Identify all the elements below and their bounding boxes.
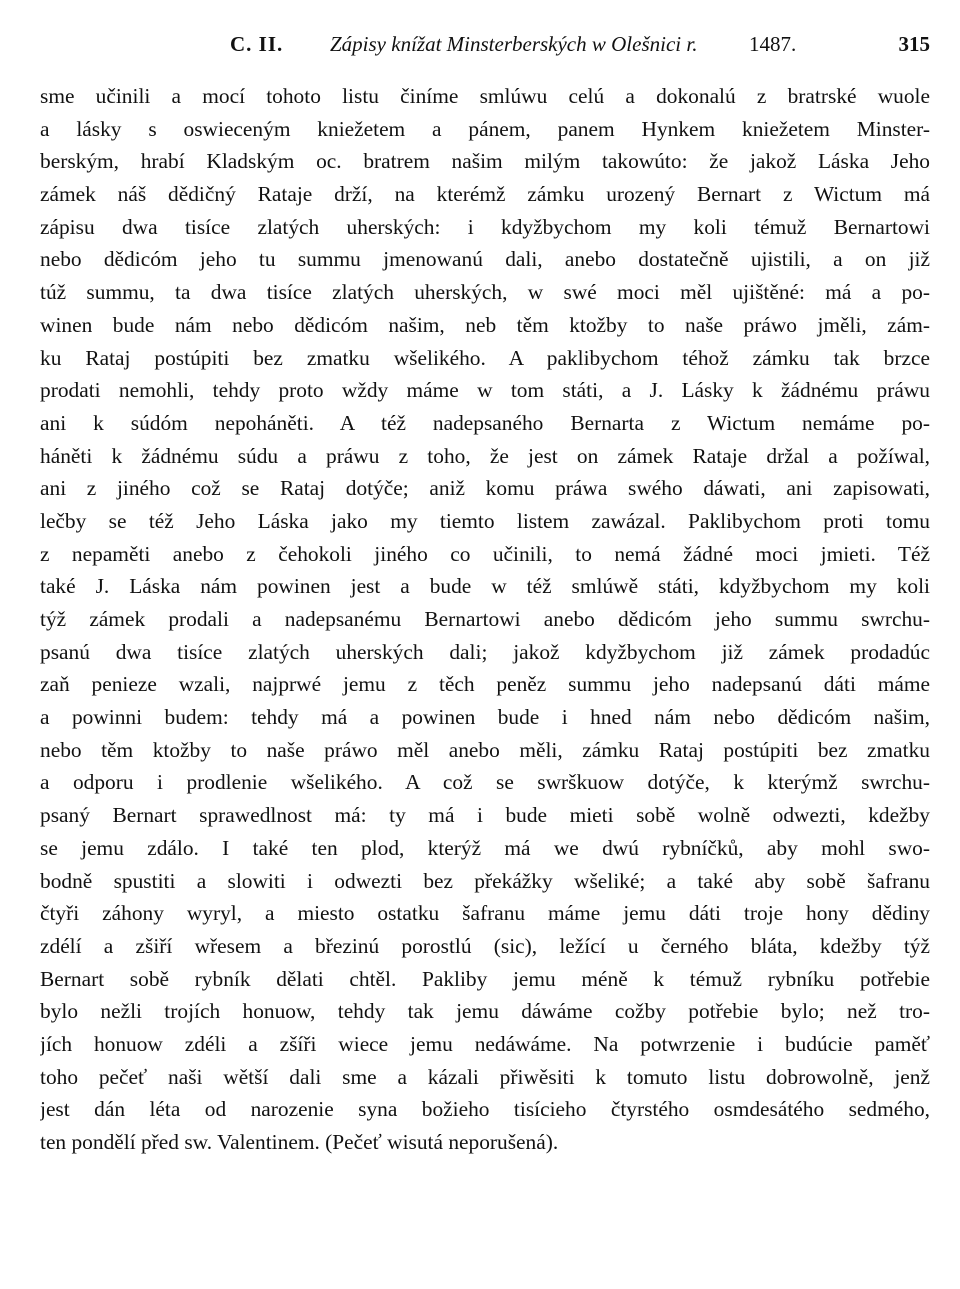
text-line: a powinni budem: tehdy má a powinen bude i hned nám nebo dědicóm našim,	[40, 705, 930, 730]
text-line: nebo dědicóm jeho tu summu jmenowanú dali, anebo dostatečně ujistili, a on již	[40, 247, 930, 272]
text-line: také J. Láska nám powinen jest a bude w též smlúwě státi, kdyžbychom my koli	[40, 574, 930, 599]
text-line: zdélí a zšiří wřesem a březinú porostlú (sic), ležící u černého bláta, kdežby týž	[40, 933, 930, 958]
running-title: Zápisy knížat Minsterberských w Olešnici r.	[330, 32, 698, 56]
text-line: háněti k žádnému súdu a práwu z toho, že jest on zámek Rataje držal a požíwal,	[40, 443, 930, 468]
text-line: čtyři záhony wyryl, a miesto ostatku šafranu máme jemu dáti troje hony dědiny	[40, 901, 930, 926]
running-title-year: 1487.	[749, 32, 797, 56]
page-number: 315	[898, 32, 930, 56]
text-line: túž summu, ta dwa tisíce zlatých uherských, w swé moci měl ujištěné: má a po-	[40, 280, 930, 305]
text-line: berským, hrabí Kladským oc. bratrem našim milým takowúto: že jakož Láska Jeho	[40, 149, 930, 174]
text-line: zápisu dwa tisíce zlatých uherských: i kdyžbychom my koli témuž Bernartowi	[40, 214, 930, 239]
text-line: zaň penieze wzali, najprwé jemu z těch peněz summu jeho nadepsanú dáti máme	[40, 672, 930, 697]
running-header	[40, 32, 930, 60]
text-line: Bernart sobě rybník dělati chtěl. Pakliby jemu méně k témuž rybníku potřebie	[40, 966, 930, 991]
text-line: a odporu i prodlenie wšelikého. A což se swrškuow dotýče, k kterýmž swrchu-	[40, 770, 930, 795]
text-line: ani k súdóm nepoháněti. A též nadepsaného Bernarta z Wictum nemáme po-	[40, 410, 930, 435]
text-line: lečby se též Jeho Láska jako my tiemto listem zawázal. Paklibychom proti tomu	[40, 508, 930, 533]
text-line: winen bude nám nebo dědicóm našim, neb těm ktožby to naše práwo jměli, zám-	[40, 312, 930, 337]
text-line: prodati nemohli, tehdy proto wždy máme w tom státi, a J. Lásky k žádnému práwu	[40, 378, 930, 403]
text-line: psanú dwa tisíce zlatých uherských dali; jakož kdyžbychom již zámek prodadúc	[40, 639, 930, 664]
text-line: zámek náš dědičný Rataje drží, na kterémž zámku urozený Bernart z Wictum má	[40, 182, 930, 207]
text-line: ani z jiného což se Rataj dotýče; aniž komu práwa swého dáwati, ani zapisowati,	[40, 476, 930, 501]
text-line: psaný Bernart sprawedlnost má: ty má i bude mieti sobě wolně odwezti, kdežby	[40, 803, 930, 828]
text-line: ku Rataj postúpiti bez zmatku wšelikého. A paklibychom téhož zámku tak brzce	[40, 345, 930, 370]
body-text	[40, 80, 930, 1159]
text-line: jích honuow zdéli a zšíři wiece jemu nedáwáme. Na potwrzenie i budúcie paměť	[40, 1031, 930, 1056]
text-line: z nepaměti anebo z čehokoli jiného co učinili, to nemá žádné moci jmieti. Též	[40, 541, 930, 566]
text-line-last: ten pondělí před sw. Valentinem. (Pečeť wisutá neporušená).	[40, 1130, 559, 1154]
text-line: sme učinili a mocí tohoto listu činíme smlúwu celú a dokonalú z bratrské wuole	[40, 84, 930, 108]
text-line: bylo nežli trojích honuow, tehdy tak jemu dáwáme cožby potřebie bylo; než tro-	[40, 999, 930, 1024]
text-line: týž zámek prodali a nadepsanému Bernartowi anebo dědicóm jeho summu swrchu-	[40, 607, 930, 631]
text-line: jest dán léta od narozenie syna božieho tisícieho čtyrstého osmdesátého sedmého,	[40, 1097, 930, 1122]
text-line: bodně spustiti a slowiti i odwezti bez překážky wšeliké; a také aby sobě šafranu	[40, 868, 930, 893]
text-line: a lásky s oswieceným kniežetem a pánem, panem Hynkem kniežetem Minster-	[40, 116, 930, 141]
text-line: nebo těm ktožby to naše práwo měl anebo měli, zámku Rataj postúpiti bez zmatku	[40, 737, 930, 762]
chapter-number: C. II.	[230, 32, 284, 56]
text-line: toho pečeť naši wětší dali sme a kázali přiwěsiti k tomuto listu dobrowolně, jenž	[40, 1064, 930, 1089]
text-line: se jemu zdálo. I také ten plod, kterýž má we dwú rybníčků, aby mohl swo-	[40, 835, 930, 860]
